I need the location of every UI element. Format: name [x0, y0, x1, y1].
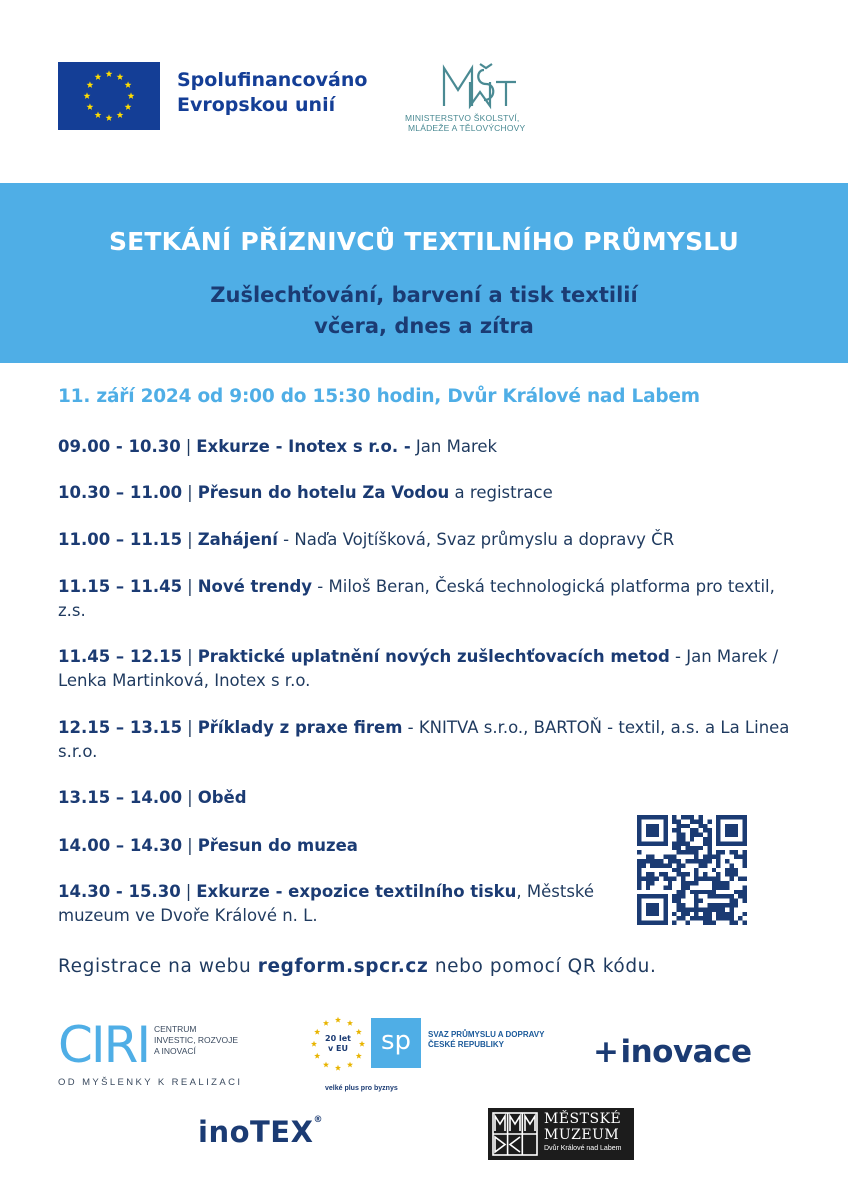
msmt-logo-mark [440, 62, 518, 110]
program-separator: | [185, 437, 192, 456]
star-icon [356, 1053, 362, 1059]
inotex-logo [198, 1115, 323, 1149]
muzeum-mark-icon [492, 1112, 538, 1156]
program-detail: , Městské muzeum ve Dvoře Králové n. L. [58, 882, 595, 925]
star-icon [314, 1053, 320, 1059]
star-icon [356, 1029, 362, 1035]
star-icon [335, 1065, 341, 1071]
ciri-name-line1: CENTRUM [154, 1024, 197, 1034]
muzeum-line1: MĚSTSKÉ [544, 1111, 622, 1127]
star-icon [117, 73, 124, 80]
sp-letters: sp [380, 1026, 412, 1056]
star-icon [125, 81, 132, 88]
sp-name-line2: ČESKÉ REPUBLIKY [428, 1040, 505, 1049]
program-separator: | [187, 718, 193, 737]
program-time: 11.15 – 11.45 [58, 577, 183, 596]
program-item [58, 880, 618, 928]
registration-text-after: nebo pomocí QR kódu. [428, 956, 657, 977]
registration-note [58, 956, 657, 977]
program-item [58, 786, 798, 810]
title-banner [0, 183, 848, 363]
program-title: Oběd [197, 788, 247, 807]
star-icon [84, 92, 91, 99]
star-icon [95, 73, 102, 80]
star-icon [323, 1062, 329, 1068]
star-icon [335, 1017, 341, 1023]
program-time: 11.00 – 11.15 [58, 530, 183, 549]
eu20-line2: v EU [328, 1044, 348, 1053]
program-detail: - Naďa Vojtíšková, Svaz průmyslu a dopravy ČR [277, 530, 675, 549]
star-icon [87, 103, 94, 110]
ciri-wordmark: CIRI [58, 1016, 150, 1074]
program-separator: | [187, 788, 193, 807]
eu20-line1: 20 let [325, 1034, 351, 1043]
registration-qr-code[interactable] [637, 815, 747, 925]
ciri-name-line3: A INOVACÍ [154, 1046, 196, 1056]
program-time: 14.00 – 14.30 [58, 836, 183, 855]
program-item [58, 528, 798, 552]
eu-stars-icon [58, 62, 160, 130]
eu-cofinanced-text [177, 68, 367, 118]
eu-20-years-icon [308, 1016, 368, 1072]
program-separator: | [187, 577, 193, 596]
inotex-wordmark: inoTEX [198, 1115, 314, 1149]
sp-tagline: velké plus pro byznys [325, 1085, 398, 1092]
inovace-wordmark: inovace [620, 1034, 752, 1070]
event-title: SETKÁNÍ PŘÍZNIVCŮ TEXTILNÍHO PRŮMYSLU [108, 227, 740, 256]
program-separator: | [187, 647, 193, 666]
sp-name [428, 1030, 544, 1050]
star-icon [314, 1029, 320, 1035]
plus-icon: + [593, 1034, 619, 1070]
program-detail: - KNITVA s.r.o., BARTOŇ - textil, a.s. a La Linea s.r.o. [58, 718, 790, 761]
eu-text-line1: Spolufinancováno [177, 69, 368, 91]
program-title: Exkurze - Inotex s r.o. - [196, 437, 411, 456]
star-icon [87, 81, 94, 88]
ciri-tagline: OD MYŠLENKY K REALIZACI [58, 1077, 243, 1088]
program-title: Praktické uplatnění nových zušlechťovacích metod [197, 647, 670, 666]
program-title: Exkurze - expozice textilního tisku [196, 882, 517, 901]
program-detail: Jan Marek [410, 437, 498, 456]
program-detail: - Miloš Beran, Česká technologická platforma pro textil, z.s. [58, 577, 775, 620]
star-icon [106, 70, 113, 77]
event-subtitle-line2: včera, dnes a zítra [314, 314, 534, 338]
program-separator: | [187, 483, 193, 502]
program-time: 14.30 - 15.30 [58, 882, 181, 901]
program-separator: | [187, 530, 193, 549]
star-icon [95, 111, 102, 118]
program-item [58, 575, 798, 623]
program-separator: | [185, 882, 192, 901]
program-time: 12.15 – 13.15 [58, 718, 183, 737]
program-item [58, 716, 798, 764]
ciri-name [154, 1024, 238, 1057]
inovace-logo [593, 1034, 752, 1070]
program-item [58, 435, 798, 459]
event-subtitle-line1: Zušlechťování, barvení a tisk textilií [210, 283, 638, 307]
program-separator: | [187, 836, 193, 855]
star-icon [125, 103, 132, 110]
program-title: Příklady z praxe firem [197, 718, 403, 737]
eu-flag-logo [58, 62, 160, 130]
program-item [58, 481, 798, 505]
msmt-line1: MINISTERSTVO ŠKOLSTVÍ, [405, 113, 520, 123]
registered-mark: ® [313, 1115, 323, 1125]
star-icon [347, 1020, 353, 1026]
program-title: Zahájení [197, 530, 278, 549]
muzeum-line2: MUZEUM [544, 1127, 620, 1143]
star-icon [311, 1041, 317, 1047]
star-icon [128, 92, 135, 99]
star-icon [106, 114, 113, 121]
program-item [58, 645, 798, 693]
spcr-logo [308, 1016, 548, 1098]
program-time: 09.00 - 10.30 [58, 437, 181, 456]
msmt-line2: MLÁDEŽE A TĚLOVÝCHOVY [408, 123, 526, 133]
program-time: 10.30 – 11.00 [58, 483, 183, 502]
registration-text-before: Registrace na webu [58, 956, 258, 977]
sp-name-line1: SVAZ PRŮMYSLU A DOPRAVY [428, 1030, 545, 1039]
event-date-location: 11. září 2024 od 9:00 do 15:30 hodin, Dvůr Králové nad Labem [58, 386, 700, 407]
star-icon [323, 1020, 329, 1026]
eu-text-line2: Evropskou unií [177, 94, 336, 116]
program-title: Přesun do muzea [197, 836, 358, 855]
ciri-logo [58, 1016, 248, 1092]
muzeum-logo [488, 1108, 634, 1160]
program-title: Nové trendy [197, 577, 313, 596]
registration-link[interactable]: regform.spcr.cz [257, 956, 429, 977]
star-icon [117, 111, 124, 118]
program-time: 13.15 – 14.00 [58, 788, 183, 807]
program-detail: a registrace [449, 483, 553, 502]
program-time: 11.45 – 12.15 [58, 647, 183, 666]
program-title: Přesun do hotelu Za Vodou [197, 483, 450, 502]
program-detail: - Jan Marek / Lenka Martinková, Inotex s r.o. [58, 647, 779, 690]
star-icon [359, 1041, 365, 1047]
star-icon [347, 1062, 353, 1068]
muzeum-line3: Dvůr Králové nad Labem [544, 1145, 622, 1152]
ciri-name-line2: INVESTIC, ROZVOJE [154, 1035, 239, 1045]
msmt-text [405, 113, 565, 133]
